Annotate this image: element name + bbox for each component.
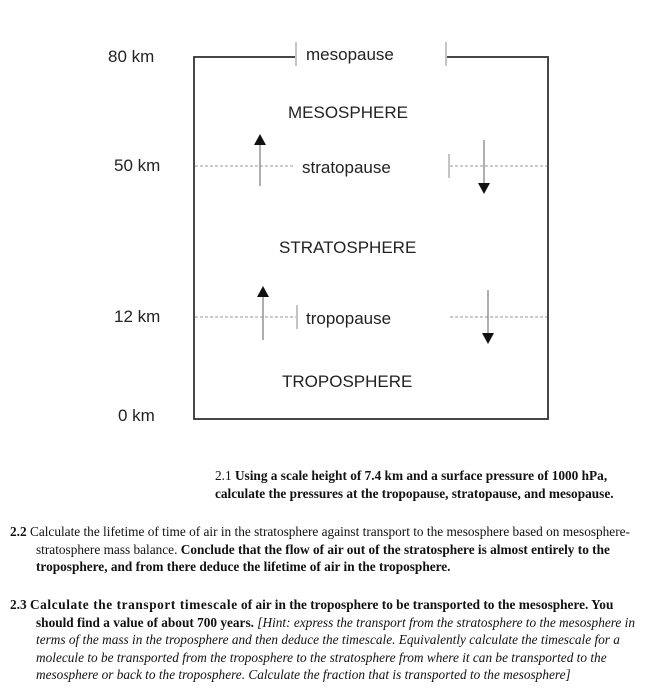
down-arrow-stratopause-icon — [478, 140, 490, 194]
mesopause-label: mesopause — [306, 45, 394, 64]
question-2-2 — [10, 523, 635, 576]
up-arrow-stratosphere-icon — [254, 134, 266, 186]
question-2-2-number: 2.2 — [10, 524, 27, 539]
altitude-label-tropopause: 12 km — [114, 307, 161, 326]
stratosphere-label: STRATOSPHERE — [279, 238, 417, 257]
question-2-2-conclusion: Conclude that the flow of air out of the stratosphere is almost entirely to the troposphere, and from there deduce the lifetime of air in the troposphere. — [36, 541, 610, 574]
question-2-3-number: 2.3 — [10, 597, 27, 612]
altitude-label-bottom: 0 km — [118, 406, 155, 425]
question-2-2-text: Calculate the lifetime of time of air in the stratosphere against transport to the mesosphere based on mesosphere-stratosphere mass balance. — [29, 524, 630, 557]
question-2-3-hint: [Hint: express the transport from the stratosphere to the mesosphere in terms of the mass in the troposphere and then deduce the timescale. Equivalently calculate the timescale for a molecule to be transported from the troposphere to the stratosphere from where it can be transported to the mesosphere or back to the troposphere. Calculate the fraction that is transported to the mesosphere] — [36, 614, 635, 682]
up-arrow-troposphere-icon — [257, 286, 269, 340]
mesosphere-label: MESOSPHERE — [288, 103, 408, 122]
question-2-1-number: 2.1 — [215, 468, 232, 483]
question-2-3-lead: Calculate the transport timescale — [29, 597, 238, 612]
altitude-label-top: 80 km — [108, 47, 155, 66]
question-2-3-text: of air in the troposphere to be transported to the mesosphere. You should find a value of about 700 years. — [36, 597, 614, 630]
question-2-3 — [10, 596, 635, 684]
tropopause-label: tropopause — [306, 309, 392, 328]
question-2-1-text: Using a scale height of 7.4 km and a surface pressure of 1000 hPa, calculate the pressures at the tropopause, stratopause, and mesopause. — [215, 468, 614, 501]
troposphere-label: TROPOSPHERE — [282, 372, 413, 391]
question-2-1 — [215, 467, 635, 502]
stratopause-label: stratopause — [302, 158, 391, 177]
altitude-label-stratopause: 50 km — [114, 156, 161, 175]
